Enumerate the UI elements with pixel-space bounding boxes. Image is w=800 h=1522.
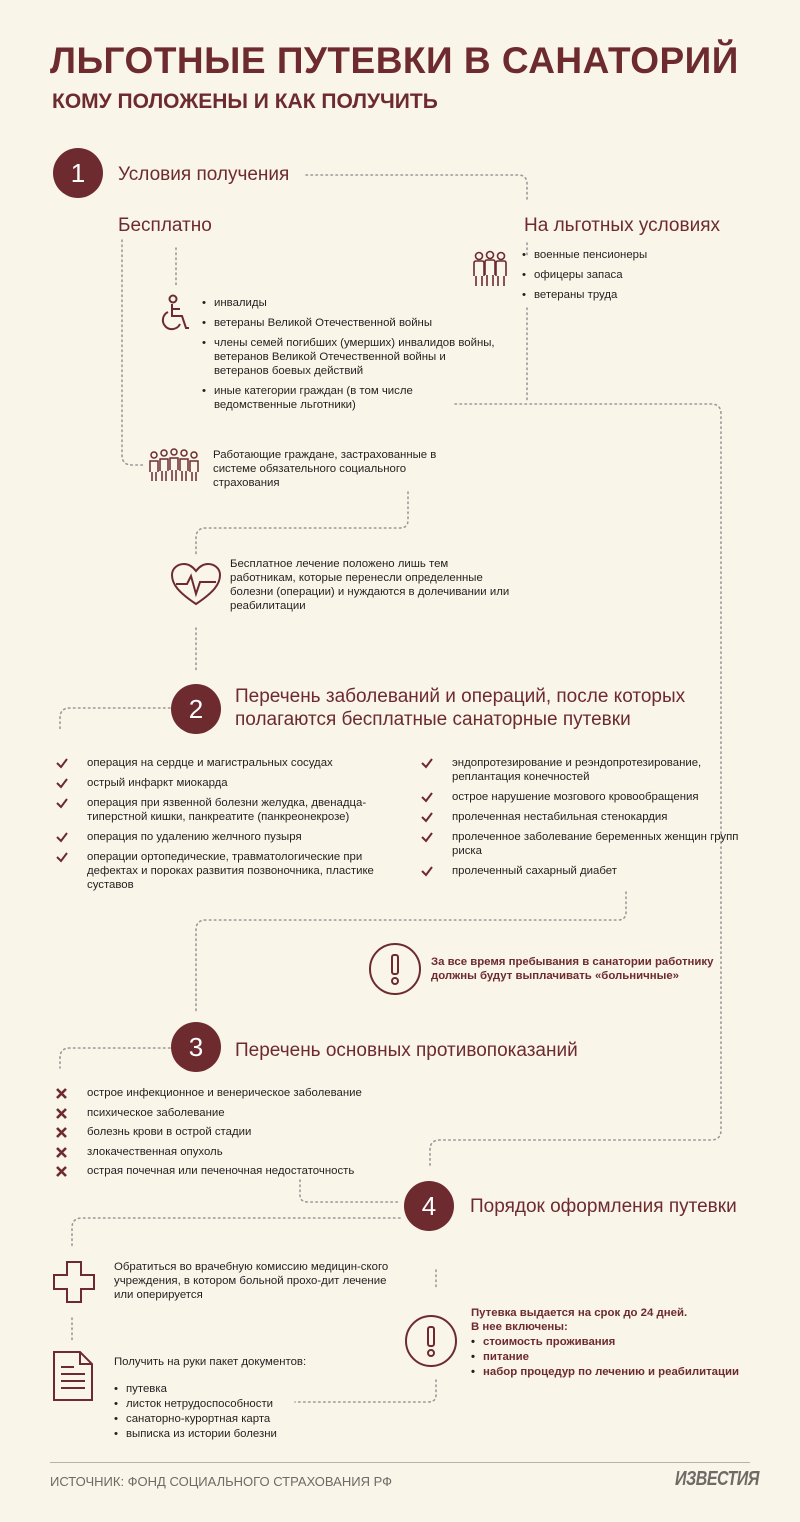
contraindications-list [55, 1086, 415, 1184]
voucher-note-line1: Путевка выдается на срок до 24 дней. [471, 1307, 688, 1319]
check-icon [420, 756, 434, 770]
heart-pulse-icon [170, 562, 222, 608]
list-item: злокачественная опухоль [55, 1145, 415, 1159]
preferential-label: На льготных условиях [524, 215, 720, 236]
step-4-circle: 4 [404, 1181, 454, 1231]
list-item: • ветераны Великой Отечественной войны [202, 316, 502, 330]
list-item: • инвалиды [202, 296, 502, 310]
workers-text: Работающие граждане, застрахованные в системе обязательного социального страхования [213, 449, 437, 489]
list-item: • стоимость проживания [471, 1335, 771, 1349]
documents-list [114, 1382, 374, 1442]
exclamation-icon [404, 1314, 458, 1368]
list-item: психическое заболевание [55, 1106, 415, 1120]
check-icon [55, 850, 69, 864]
wheelchair-icon [158, 294, 192, 334]
health-text: Бесплатное лечение положено лишь тем работникам, которые перенесли определенные болезни (операции) и нуждаются в долечивании или реабилитации [230, 558, 510, 612]
list-item: острое нарушение мозгового кровообращения [420, 790, 750, 804]
list-item: острое инфекционное и венерическое заболевание [55, 1086, 415, 1100]
list-item: операция при язвенной болезни желудка, двенадца-типерстной кишки, панкреатите (панкреонекрозе) [55, 796, 385, 824]
list-item: • члены семей погибших (умерших) инвалидов войны, ветеранов Великой Отечественной войны и ветеранов боевых действий [202, 336, 502, 378]
izvestia-logo: ИЗВЕСТИЯ [675, 1468, 759, 1490]
page-subtitle: КОМУ ПОЛОЖЕНЫ И КАК ПОЛУЧИТЬ [52, 90, 438, 113]
step-2-circle: 2 [171, 684, 221, 734]
check-icon [420, 790, 434, 804]
source-credit: ИСТОЧНИК: ФОНД СОЦИАЛЬНОГО СТРАХОВАНИЯ РФ [50, 1474, 392, 1489]
check-icon [55, 756, 69, 770]
sick-pay-note: За все время пребывания в санатории работнику должны будут выплачивать «больничные» [431, 956, 714, 982]
list-item: • листок нетрудоспособности [114, 1397, 374, 1411]
list-item: острая почечная или печеночная недостаточность [55, 1164, 415, 1178]
list-item: • выписка из истории болезни [114, 1427, 374, 1441]
commission-text: Обратиться во врачебную комиссию медицин-ского учреждения, в котором больной прохо-дит лечение или оперируется [114, 1261, 389, 1301]
group-icon [470, 250, 510, 288]
list-item: эндопротезирование и реэндопротезирование, реплантация конечностей [420, 756, 750, 784]
check-icon [55, 830, 69, 844]
crowd-icon [148, 447, 200, 483]
list-item: • санаторно-курортная карта [114, 1412, 374, 1426]
cross-icon [55, 1165, 68, 1178]
check-icon [55, 796, 69, 810]
voucher-note-line2: В нее включены: [471, 1321, 568, 1333]
step-1-circle: 1 [53, 148, 103, 198]
step-3-title: Перечень основных противопоказаний [235, 1040, 578, 1061]
footer-divider [50, 1462, 750, 1463]
list-item: пролеченное заболевание беременных женщин групп риска [420, 830, 750, 858]
step-2-title-line2: полагаются бесплатные санаторные путевки [235, 709, 631, 730]
list-item: пролеченная нестабильная стенокардия [420, 810, 750, 824]
list-item: операция по удалению желчного пузыря [55, 830, 395, 844]
free-categories-list [202, 296, 502, 418]
list-item: • иные категории граждан (в том числе ведомственные льготники) [202, 384, 452, 412]
step-2-title-line1: Перечень заболеваний и операций, после которых [235, 686, 686, 707]
list-item: • ветераны труда [522, 288, 702, 302]
list-item: операция на сердце и магистральных сосудах [55, 756, 395, 770]
medical-cross-icon [52, 1260, 96, 1304]
step-4-title: Порядок оформления путевки [470, 1196, 737, 1217]
list-item: болезнь крови в острой стадии [55, 1125, 415, 1139]
cross-icon [55, 1126, 68, 1139]
check-icon [420, 864, 434, 878]
list-item: пролеченный сахарный диабет [420, 864, 750, 878]
preferential-list [522, 248, 702, 308]
check-icon [420, 810, 434, 824]
list-item: • офицеры запаса [522, 268, 702, 282]
check-icon [420, 830, 434, 844]
list-item: • военные пенсионеры [522, 248, 702, 262]
documents-intro: Получить на руки пакет документов: [114, 1356, 307, 1368]
list-item: • набор процедур по лечению и реабилитации [471, 1365, 771, 1379]
document-icon [52, 1350, 94, 1402]
list-item: • путевка [114, 1382, 374, 1396]
exclamation-icon [368, 942, 422, 996]
check-icon [55, 776, 69, 790]
cross-icon [55, 1107, 68, 1120]
diseases-list-right [420, 756, 750, 884]
voucher-includes-list [471, 1335, 771, 1380]
page-title: ЛЬГОТНЫЕ ПУТЕВКИ В САНАТОРИЙ [50, 40, 739, 81]
list-item: операции ортопедические, травматологические при дефектах и пороках развития позвоночника, пластике суставов [55, 850, 375, 892]
step-3-circle: 3 [171, 1022, 221, 1072]
cross-icon [55, 1146, 68, 1159]
diseases-list-left [55, 756, 395, 898]
list-item: острый инфаркт миокарда [55, 776, 395, 790]
free-label: Бесплатно [118, 215, 212, 236]
cross-icon [55, 1087, 68, 1100]
step-1-title: Условия получения [118, 164, 290, 185]
list-item: • питание [471, 1350, 771, 1364]
